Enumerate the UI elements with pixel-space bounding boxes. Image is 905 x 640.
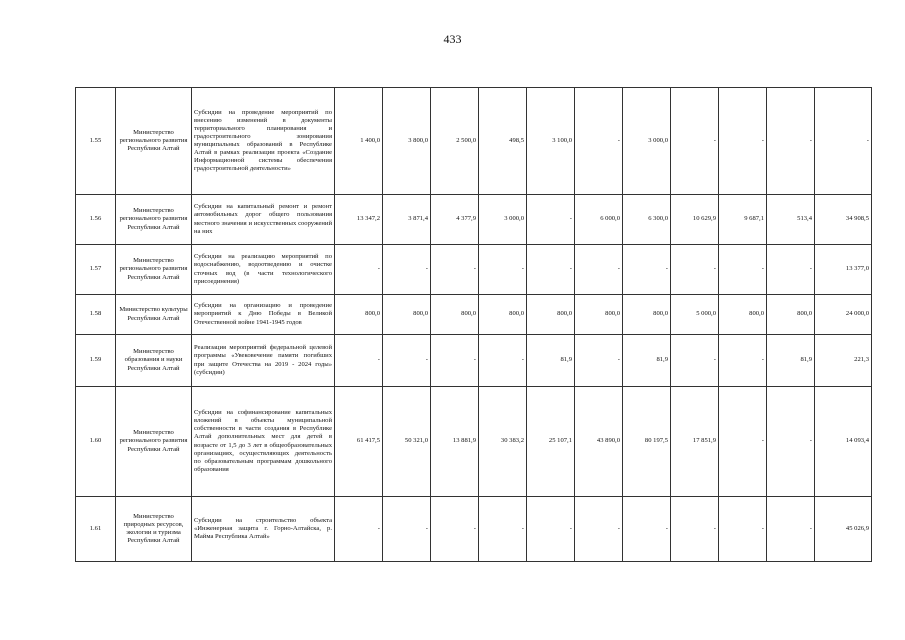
- value-cell: 2 500,0: [431, 88, 479, 195]
- row-number: 1.59: [76, 335, 116, 387]
- value-cell: -: [767, 497, 815, 562]
- value-cell: 81,9: [767, 335, 815, 387]
- budget-table: [75, 87, 872, 562]
- value-cell: -: [527, 497, 575, 562]
- value-cell: 800,0: [335, 295, 383, 335]
- value-cell: -: [383, 335, 431, 387]
- value-cell: -: [671, 245, 719, 295]
- value-cell: 13 881,9: [431, 387, 479, 497]
- value-cell: -: [719, 245, 767, 295]
- value-cell: -: [527, 245, 575, 295]
- value-cell: -: [335, 497, 383, 562]
- ministry-cell: Министерство культуры Республики Алтай: [116, 295, 192, 335]
- value-cell: 800,0: [527, 295, 575, 335]
- row-number: 1.56: [76, 195, 116, 245]
- value-cell: 800,0: [719, 295, 767, 335]
- description-cell: Субсидии на организацию и проведение мероприятий к Дню Победы в Великой Отечественной войне 1941-1945 годов: [192, 295, 335, 335]
- value-cell: 498,5: [479, 88, 527, 195]
- description-cell: Субсидии на проведение мероприятий по внесению изменений в документы территориального планирования и градостроительного зонирования муниципальных образований в Республике Алтай в рамках реализации проекта «Создание Информационной системы обеспечения градостроительной деятельности»: [192, 88, 335, 195]
- value-cell: 13 347,2: [335, 195, 383, 245]
- value-cell: 800,0: [623, 295, 671, 335]
- value-cell: 43 890,0: [575, 387, 623, 497]
- value-cell: -: [479, 335, 527, 387]
- ministry-cell: Министерство регионального развития Республики Алтай: [116, 245, 192, 295]
- page-number: 433: [443, 32, 462, 46]
- table-row: [76, 335, 872, 387]
- value-cell: -: [431, 497, 479, 562]
- description-cell: Субсидии на строительство объекта «Инженерная защита г. Горно-Алтайска, р. Майма Республика Алтай»: [192, 497, 335, 562]
- value-cell: -: [575, 245, 623, 295]
- description-cell: Субсидии на софинансирование капитальных вложений в объекты муниципальной собственности в части создания в Республике Алтай дополнительных мест для детей в возрасте от 1,5 до 3 лет в общеобразовательных организациях, осуществляющих деятельность по образовательным программам дошкольного образования: [192, 387, 335, 497]
- value-cell: -: [575, 497, 623, 562]
- value-cell: -: [479, 497, 527, 562]
- value-cell: 61 417,5: [335, 387, 383, 497]
- table-row: [76, 195, 872, 245]
- value-cell: 34 908,5: [815, 195, 872, 245]
- value-cell: 1 400,0: [335, 88, 383, 195]
- value-cell: -: [335, 335, 383, 387]
- value-cell: -: [767, 88, 815, 195]
- value-cell: 10 629,9: [671, 195, 719, 245]
- value-cell: 5 000,0: [671, 295, 719, 335]
- ministry-cell: Министерство образования и науки Республики Алтай: [116, 335, 192, 387]
- value-cell: 800,0: [479, 295, 527, 335]
- description-cell: Субсидии на реализацию мероприятий по водоснабжению, водоотведению и очистке сточных вод (в части технологического присоединения): [192, 245, 335, 295]
- value-cell: -: [767, 387, 815, 497]
- value-cell: -: [431, 335, 479, 387]
- row-number: 1.61: [76, 497, 116, 562]
- value-cell: -: [383, 497, 431, 562]
- value-cell: 45 026,9: [815, 497, 872, 562]
- table-row: [76, 497, 872, 562]
- value-cell: 800,0: [575, 295, 623, 335]
- table-row: [76, 88, 872, 195]
- ministry-cell: Министерство природных ресурсов, экологии и туризма Республики Алтай: [116, 497, 192, 562]
- value-cell: 81,9: [527, 335, 575, 387]
- row-number: 1.58: [76, 295, 116, 335]
- row-number: 1.55: [76, 88, 116, 195]
- description-cell: Реализация мероприятий федеральной целевой программы «Увековечение памяти погибших при защите Отечества на 2019 - 2024 годы» (субсидии): [192, 335, 335, 387]
- value-cell: 800,0: [383, 295, 431, 335]
- value-cell: -: [815, 88, 872, 195]
- row-number: 1.57: [76, 245, 116, 295]
- value-cell: -: [431, 245, 479, 295]
- value-cell: -: [671, 88, 719, 195]
- value-cell: 24 000,0: [815, 295, 872, 335]
- value-cell: 221,3: [815, 335, 872, 387]
- value-cell: -: [383, 245, 431, 295]
- value-cell: 6 000,0: [575, 195, 623, 245]
- value-cell: -: [575, 88, 623, 195]
- value-cell: 17 851,9: [671, 387, 719, 497]
- table-row: [76, 295, 872, 335]
- value-cell: -: [623, 497, 671, 562]
- value-cell: 3 800,0: [383, 88, 431, 195]
- ministry-cell: Министерство регионального развития Республики Алтай: [116, 387, 192, 497]
- value-cell: -: [719, 335, 767, 387]
- value-cell: 50 321,0: [383, 387, 431, 497]
- value-cell: -: [671, 335, 719, 387]
- value-cell: 800,0: [767, 295, 815, 335]
- ministry-cell: Министерство регионального развития Республики Алтай: [116, 195, 192, 245]
- value-cell: 30 383,2: [479, 387, 527, 497]
- value-cell: -: [335, 245, 383, 295]
- value-cell: -: [623, 245, 671, 295]
- description-cell: Субсидии на капитальный ремонт и ремонт автомобильных дорог общего пользования местного значения и искусственных сооружений на них: [192, 195, 335, 245]
- table-row: [76, 245, 872, 295]
- value-cell: 25 107,1: [527, 387, 575, 497]
- value-cell: 3 000,0: [479, 195, 527, 245]
- value-cell: -: [479, 245, 527, 295]
- value-cell: -: [671, 497, 719, 562]
- value-cell: 3 100,0: [527, 88, 575, 195]
- table-body: [76, 88, 872, 562]
- value-cell: 9 687,1: [719, 195, 767, 245]
- row-number: 1.60: [76, 387, 116, 497]
- value-cell: 3 871,4: [383, 195, 431, 245]
- value-cell: 4 377,9: [431, 195, 479, 245]
- value-cell: 81,9: [623, 335, 671, 387]
- value-cell: 6 300,0: [623, 195, 671, 245]
- value-cell: -: [527, 195, 575, 245]
- value-cell: 513,4: [767, 195, 815, 245]
- value-cell: -: [575, 335, 623, 387]
- table-row: [76, 387, 872, 497]
- value-cell: 13 377,0: [815, 245, 872, 295]
- value-cell: 800,0: [431, 295, 479, 335]
- ministry-cell: Министерство регионального развития Республики Алтай: [116, 88, 192, 195]
- value-cell: -: [719, 387, 767, 497]
- value-cell: -: [719, 88, 767, 195]
- value-cell: -: [767, 245, 815, 295]
- value-cell: 14 093,4: [815, 387, 872, 497]
- value-cell: 3 000,0: [623, 88, 671, 195]
- value-cell: 80 197,5: [623, 387, 671, 497]
- value-cell: -: [719, 497, 767, 562]
